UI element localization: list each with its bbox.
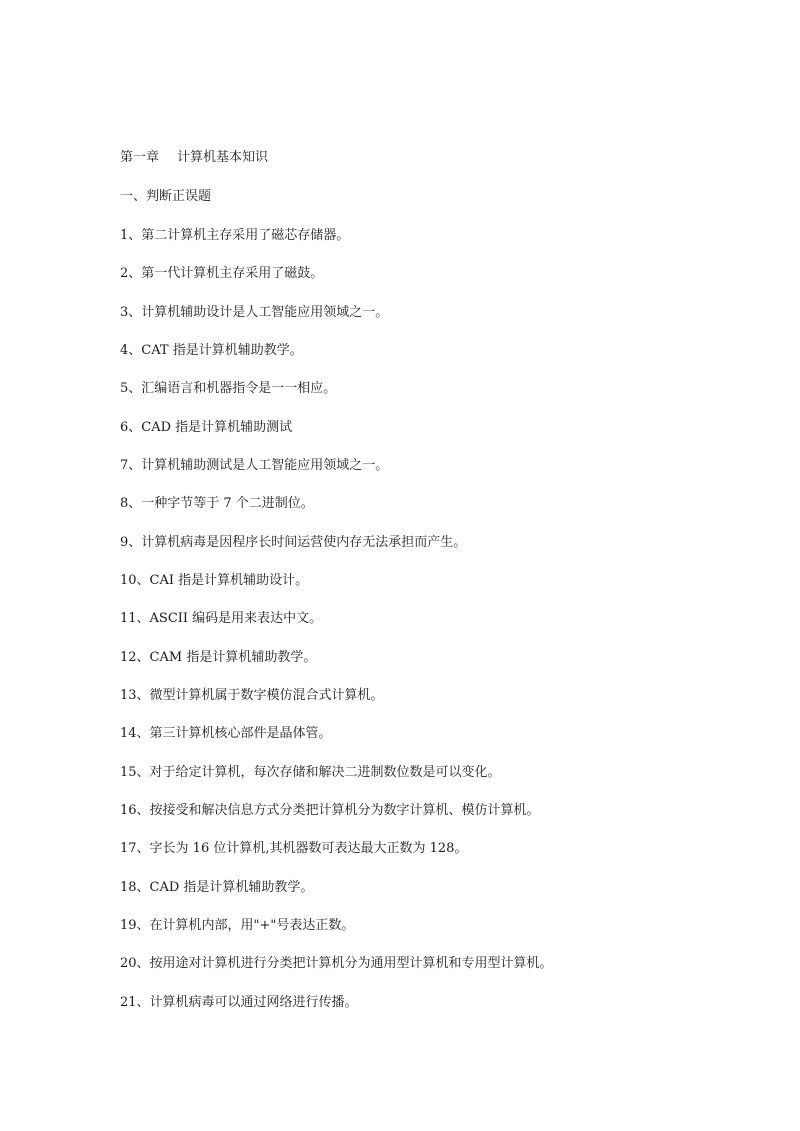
list-item: 4、CAT 指是计算机辅助教学。 xyxy=(120,343,303,358)
section-heading: 一、判断正误题 xyxy=(120,189,212,204)
list-item: 15、对于给定计算机，每次存储和解决二进制数位数是可以变化。 xyxy=(120,765,501,780)
list-item: 8、一种字节等于 7 个二进制位。 xyxy=(120,496,314,511)
list-item: 2、第一代计算机主存采用了磁鼓。 xyxy=(120,266,324,281)
list-item: 18、CAD 指是计算机辅助教学。 xyxy=(120,880,314,895)
list-item: 11、ASCII 编码是用来表达中文。 xyxy=(120,611,323,626)
list-item: 20、按用途对计算机进行分类把计算机分为通用型计算机和专用型计算机。 xyxy=(120,956,553,971)
list-item: 9、计算机病毒是因程序长时间运营使内存无法承担而产生。 xyxy=(120,535,467,550)
list-item: 14、第三计算机核心部件是晶体管。 xyxy=(120,726,332,741)
chapter-label: 第一章 xyxy=(120,150,160,165)
list-item: 17、字长为 16 位计算机,其机器数可表达最大正数为 128。 xyxy=(120,841,468,856)
list-item: 19、在计算机内部，用"+"号表达正数。 xyxy=(120,918,355,933)
list-item: 16、按接受和解决信息方式分类把计算机分为数字计算机、模仿计算机。 xyxy=(120,803,540,818)
list-item: 10、CAI 指是计算机辅助设计。 xyxy=(120,573,309,588)
list-item: 5、汇编语言和机器指令是一一相应。 xyxy=(120,381,337,396)
chapter-title xyxy=(120,150,268,166)
list-item: 3、计算机辅助设计是人工智能应用领域之一。 xyxy=(120,305,389,320)
list-item: 6、CAD 指是计算机辅助测试 xyxy=(120,420,293,435)
chapter-name: 计算机基本知识 xyxy=(177,150,269,165)
list-item: 7、计算机辅助测试是人工智能应用领域之一。 xyxy=(120,458,389,473)
list-item: 13、微型计算机属于数字模仿混合式计算机。 xyxy=(120,688,384,703)
list-item: 1、第二计算机主存采用了磁芯存储器。 xyxy=(120,228,350,243)
list-item: 12、CAM 指是计算机辅助教学。 xyxy=(120,650,317,665)
list-item: 21、计算机病毒可以通过网络进行传播。 xyxy=(120,995,358,1010)
